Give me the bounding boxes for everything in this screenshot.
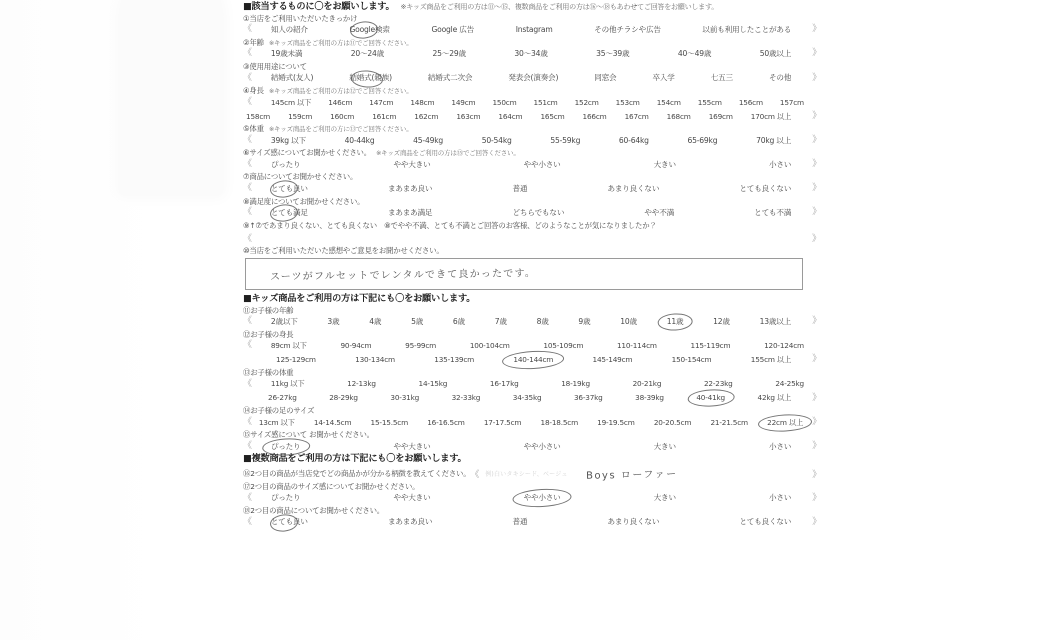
- bracket-left: 《: [243, 72, 252, 83]
- option-q4-16[interactable]: 161cm: [372, 111, 397, 121]
- option-q8-1[interactable]: まあまあ満足: [387, 208, 433, 218]
- bracket-right: 》: [811, 234, 821, 245]
- option-q4-17[interactable]: 162cm: [414, 111, 439, 121]
- question-1-label: ①当店をご利用いただいたきっかけ: [243, 13, 358, 23]
- question-10-handwritten-answer: スーツがフルセットでレンタルできて良かったです。: [269, 268, 537, 283]
- option-q4-8[interactable]: 153cm: [615, 97, 640, 107]
- option-q11-1[interactable]: 3歳: [327, 317, 340, 327]
- option-q7-0[interactable]: とても良い: [268, 184, 311, 194]
- bracket-right: 》: [812, 48, 821, 59]
- option-q5-4[interactable]: 55-59kg: [550, 135, 581, 145]
- option-q13-2[interactable]: 14-15kg: [418, 379, 448, 389]
- option-q4-0[interactable]: 145cm 以下: [270, 97, 312, 107]
- option-q5-5[interactable]: 60-64kg: [618, 135, 649, 145]
- option-q15-2[interactable]: やや小さい: [523, 441, 561, 451]
- option-q8-4[interactable]: とても不満: [754, 208, 792, 218]
- question-16-handwritten-answer: Boys ローファー: [585, 469, 678, 483]
- question-2-text: ②年齢: [243, 37, 264, 47]
- question-13-options-line2: [243, 392, 821, 405]
- question-3-options: [243, 72, 821, 85]
- option-q15-4[interactable]: 小さい: [768, 441, 792, 451]
- option-q13-11[interactable]: 32-33kg: [451, 393, 481, 403]
- question-13-label: ⑬お子様の体重: [243, 367, 294, 377]
- question-4-options-line1: [243, 96, 821, 109]
- option-q4-22[interactable]: 167cm: [624, 111, 649, 121]
- bracket-left: 《: [243, 516, 252, 527]
- option-q11-3[interactable]: 5歳: [411, 317, 424, 327]
- question-15-options: [243, 440, 821, 453]
- option-q5-7[interactable]: 70kg 以上: [756, 135, 792, 145]
- question-9-answer-row[interactable]: [243, 231, 821, 245]
- bracket-right: 》: [812, 354, 821, 365]
- option-q6-1[interactable]: やや大きい: [393, 159, 431, 169]
- question-2-label: [243, 39, 821, 47]
- option-q14-4[interactable]: 17-17.5cm: [483, 417, 522, 427]
- option-q13-4[interactable]: 18-19kg: [561, 379, 590, 389]
- bracket-right: 》: [812, 470, 821, 481]
- option-q1-0[interactable]: 知人の紹介: [270, 25, 308, 35]
- option-q1-1[interactable]: Google検索: [346, 25, 392, 35]
- question-2-options: [243, 48, 821, 61]
- option-q6-4[interactable]: 小さい: [768, 159, 792, 169]
- option-q4-20[interactable]: 165cm: [540, 111, 565, 121]
- question-16-row: [243, 467, 821, 481]
- bracket-left: 《: [243, 158, 252, 169]
- question-15-label: ⑮サイズ感について お聞かせください。: [243, 430, 374, 440]
- option-q11-2[interactable]: 4歳: [369, 317, 382, 327]
- option-q2-3[interactable]: 30～34歳: [514, 49, 548, 59]
- option-q12-4[interactable]: 105-109cm: [543, 341, 584, 351]
- option-q12-3[interactable]: 100-104cm: [469, 341, 510, 351]
- bracket-left: 《: [243, 234, 253, 245]
- option-q18-2[interactable]: 普通: [512, 517, 528, 527]
- option-q8-3[interactable]: やや不満: [644, 208, 674, 218]
- option-q6-2[interactable]: やや小さい: [523, 159, 561, 169]
- option-q2-0[interactable]: 19歳未満: [270, 49, 303, 59]
- option-q13-7[interactable]: 24-25kg: [775, 379, 804, 389]
- option-q14-5[interactable]: 18-18.5cm: [540, 417, 579, 427]
- option-q4-1[interactable]: 146cm: [328, 97, 353, 107]
- bracket-left: 《: [243, 378, 252, 389]
- bracket-right: 》: [812, 416, 821, 427]
- option-q2-4[interactable]: 35～39歳: [596, 49, 630, 59]
- option-q12-8[interactable]: 125-129cm: [276, 355, 316, 365]
- bracket-right: 》: [812, 492, 821, 503]
- option-q18-1[interactable]: まあまあ良い: [387, 517, 433, 527]
- question-12-label: ⑫お子様の身長: [243, 329, 294, 339]
- bracket-right: 》: [812, 24, 821, 35]
- option-q13-15[interactable]: 40-41kg: [693, 393, 728, 403]
- option-q4-12[interactable]: 157cm: [779, 97, 804, 107]
- option-q1-2[interactable]: Google 広告: [431, 25, 475, 35]
- question-11-options: [243, 316, 821, 329]
- question-6-text: ⑥サイズ感についてお聞かせください。: [243, 148, 371, 158]
- option-q13-6[interactable]: 22-23kg: [703, 379, 733, 389]
- option-q14-8[interactable]: 21-21.5cm: [710, 417, 748, 427]
- question-18-options: [243, 516, 821, 529]
- option-q2-6[interactable]: 50歳以上: [759, 49, 792, 59]
- option-q15-0[interactable]: ぴったり: [268, 442, 304, 452]
- question-7-options: [243, 183, 821, 196]
- option-q14-3[interactable]: 16-16.5cm: [427, 417, 465, 427]
- bracket-right: 》: [812, 72, 821, 83]
- option-q4-25[interactable]: 170cm 以上: [750, 111, 792, 121]
- question-4-label: [243, 87, 821, 95]
- option-q12-1[interactable]: 90-94cm: [340, 341, 372, 351]
- question-1-options: [243, 24, 821, 37]
- option-q14-0[interactable]: 13cm 以下: [258, 417, 295, 427]
- question-17-options: [243, 492, 821, 505]
- option-q4-23[interactable]: 168cm: [666, 111, 691, 121]
- option-q5-2[interactable]: 45-49kg: [413, 135, 444, 145]
- option-q6-0[interactable]: ぴったり: [270, 159, 301, 169]
- option-q13-1[interactable]: 12-13kg: [347, 379, 376, 389]
- option-q5-6[interactable]: 65-69kg: [687, 135, 718, 145]
- option-q4-14[interactable]: 159cm: [288, 111, 313, 121]
- option-q13-5[interactable]: 20-21kg: [632, 379, 662, 389]
- option-q14-2[interactable]: 15-15.5cm: [370, 417, 409, 427]
- bracket-left: 《: [243, 24, 252, 35]
- option-q3-7[interactable]: その他: [768, 73, 792, 83]
- bracket-right: 》: [812, 183, 821, 194]
- option-q12-2[interactable]: 95-99cm: [405, 341, 437, 351]
- question-5-note: ※キッズ商品をご利用の方に⑬でご回答ください。: [268, 125, 413, 134]
- option-q5-0[interactable]: 39kg 以下: [270, 135, 306, 145]
- option-q12-14[interactable]: 155cm 以上: [750, 355, 792, 365]
- option-q1-5[interactable]: 以前も利用したことがある: [702, 25, 792, 35]
- question-8-options: [243, 207, 821, 220]
- bracket-left: 《: [243, 316, 252, 327]
- option-q3-1[interactable]: 結婚式(親族): [346, 73, 395, 83]
- question-5-label: [243, 125, 821, 133]
- option-q14-1[interactable]: 14-14.5cm: [313, 417, 352, 427]
- bracket-left: 《: [243, 134, 252, 145]
- option-q8-2[interactable]: どちらでもない: [512, 208, 565, 218]
- option-q18-3[interactable]: あまり良くない: [607, 517, 660, 527]
- option-q4-21[interactable]: 166cm: [582, 111, 607, 121]
- question-5-options: [243, 134, 821, 147]
- option-q4-9[interactable]: 154cm: [656, 97, 681, 107]
- question-4-note: ※キッズ商品をご利用の方は⑫でご回答ください。: [268, 87, 413, 95]
- option-q7-1[interactable]: まあまあ良い: [387, 183, 433, 193]
- survey-content: [243, 2, 821, 530]
- bracket-right: 》: [812, 316, 821, 327]
- option-q4-4[interactable]: 149cm: [451, 97, 476, 107]
- bracket-right: 》: [812, 134, 821, 145]
- option-q11-10[interactable]: 12歳: [713, 317, 730, 327]
- question-4-options-line2: [243, 110, 821, 123]
- option-q12-11[interactable]: 140-144cm: [510, 355, 556, 365]
- option-q3-2[interactable]: 結婚式二次会: [427, 73, 473, 83]
- option-q4-13[interactable]: 158cm: [246, 111, 271, 121]
- option-q17-4[interactable]: 小さい: [768, 493, 792, 503]
- option-q2-5[interactable]: 40～49歳: [677, 49, 712, 59]
- option-q4-18[interactable]: 163cm: [456, 111, 481, 121]
- question-2-note: ※キッズ商品をご利用の方は⑪でご回答ください。: [268, 38, 413, 47]
- question-3-label: ③使用用途について: [243, 61, 307, 71]
- section1-heading: [243, 2, 821, 13]
- question-12-options-line1: [243, 340, 821, 353]
- bracket-right: 》: [812, 110, 821, 121]
- option-q1-3[interactable]: Instagram: [515, 25, 553, 35]
- option-q5-1[interactable]: 40-44kg: [344, 135, 375, 145]
- question-13-options-line1: [243, 378, 821, 391]
- option-q15-3[interactable]: 大きい: [653, 441, 676, 451]
- option-q18-4[interactable]: とても良くない: [739, 517, 792, 527]
- option-q14-9[interactable]: 22cm 以上: [764, 418, 806, 428]
- option-q4-11[interactable]: 156cm: [738, 97, 763, 107]
- question-10-answer-box[interactable]: [245, 258, 803, 290]
- bracket-left: 《: [243, 416, 252, 427]
- bracket-left: 《: [243, 207, 252, 218]
- question-11-label: ⑪お子様の年齢: [243, 305, 294, 315]
- option-q13-0[interactable]: 11kg 以下: [270, 379, 305, 389]
- option-q5-3[interactable]: 50-54kg: [481, 135, 512, 145]
- option-q12-5[interactable]: 110-114cm: [616, 341, 657, 351]
- bracket-left: 《: [243, 96, 252, 107]
- option-q2-1[interactable]: 20～24歳: [350, 49, 385, 59]
- bracket-left: 《: [243, 440, 252, 451]
- option-q13-13[interactable]: 36-37kg: [573, 393, 603, 403]
- bracket-right: 》: [812, 392, 821, 403]
- option-q2-2[interactable]: 25～29歳: [432, 49, 466, 59]
- option-q4-10[interactable]: 155cm: [697, 97, 722, 107]
- option-q4-15[interactable]: 160cm: [330, 111, 355, 121]
- option-q12-7[interactable]: 120-124cm: [764, 341, 804, 351]
- question-10-label: ⑩当店をご利用いただいた感想やご意見をお聞かせください。: [243, 245, 444, 255]
- option-q7-2[interactable]: 普通: [512, 183, 528, 193]
- bracket-left: 《: [243, 492, 252, 503]
- option-q13-10[interactable]: 30-31kg: [390, 393, 420, 403]
- option-q17-1[interactable]: やや大きい: [393, 493, 431, 503]
- option-q12-9[interactable]: 130-134cm: [355, 355, 395, 365]
- section1-heading-text: ■該当するものに〇をお願いします。: [243, 1, 395, 12]
- question-16-placeholder: 例)白いタキシード、ベージュ: [485, 471, 568, 479]
- question-4-text: ④身長: [243, 86, 264, 95]
- option-q13-3[interactable]: 16-17kg: [489, 379, 519, 389]
- question-9-label: ⑨↑⑦であまり良くない、とても良くない ⑧でやや不満、とても不満とご回答のお客様、どのようなことが気になりましたか？: [243, 220, 657, 230]
- question-14-options: [243, 416, 821, 429]
- option-q3-5[interactable]: 卒入学: [652, 73, 675, 83]
- question-8-label: ⑧満足度についてお聞かせください。: [243, 196, 365, 206]
- question-6-label: [243, 149, 821, 157]
- option-q13-16[interactable]: 42kg 以上: [757, 393, 792, 403]
- section2-heading: ■キッズ商品をご利用の方は下記にも〇をお願いします。: [243, 292, 476, 304]
- option-q3-0[interactable]: 結婚式(友人): [270, 73, 314, 83]
- option-q4-19[interactable]: 164cm: [498, 111, 523, 121]
- question-6-note: ※キッズ商品をご利用の方は⑮でご回答ください。: [375, 149, 520, 158]
- bracket-right: 》: [812, 207, 821, 218]
- option-q11-4[interactable]: 6歳: [452, 317, 465, 327]
- option-q11-9[interactable]: 11歳: [664, 317, 687, 327]
- option-q7-3[interactable]: あまり良くない: [607, 183, 660, 193]
- question-12-options-line2: [243, 354, 821, 367]
- option-q14-7[interactable]: 20-20.5cm: [653, 417, 692, 427]
- option-q6-3[interactable]: 大きい: [653, 159, 676, 169]
- option-q12-0[interactable]: 89cm 以下: [270, 341, 307, 351]
- question-5-text: ⑤体重: [243, 124, 264, 134]
- option-q12-13[interactable]: 150-154cm: [671, 355, 712, 365]
- option-q17-3[interactable]: 大きい: [653, 493, 676, 503]
- question-14-label: ⑭お子様の足のサイズ: [243, 405, 315, 415]
- option-q11-8[interactable]: 10歳: [620, 317, 637, 327]
- option-q12-10[interactable]: 135-139cm: [434, 355, 475, 365]
- option-q3-3[interactable]: 発表会(演奏会): [508, 73, 559, 83]
- bracket-left: 《: [243, 183, 252, 194]
- option-q13-9[interactable]: 28-29kg: [329, 393, 358, 403]
- question-16-label: ⑯2つ目の商品が当店兌でどの商品かが分かる柄徴を教えてください。: [243, 469, 471, 479]
- option-q17-2[interactable]: やや小さい: [521, 493, 564, 503]
- option-q17-0[interactable]: ぴったり: [270, 493, 301, 503]
- option-q4-24[interactable]: 169cm: [708, 111, 733, 121]
- question-17-label: ⑰2つ目の商品のサイズ感についてお聞かせください。: [243, 481, 420, 491]
- option-q11-6[interactable]: 8歳: [536, 317, 549, 327]
- option-q4-2[interactable]: 147cm: [369, 97, 394, 107]
- option-q7-4[interactable]: とても良くない: [739, 183, 792, 193]
- section1-heading-note: ※キッズ商品をご利用の方は⑪～⑮、複数商品をご利用の方は⑯～⑱もあわせてご回答をお願いします。: [400, 2, 718, 11]
- bracket-left: 《: [470, 470, 480, 481]
- option-q11-0[interactable]: 2歳以下: [270, 317, 298, 327]
- question-7-label: ⑦商品についてお聞かせください。: [243, 172, 358, 182]
- option-q13-14[interactable]: 38-39kg: [635, 393, 664, 403]
- question-18-label: ⑱2つ目の商品についてお聞かせください。: [243, 505, 384, 515]
- option-q4-5[interactable]: 150cm: [492, 97, 517, 107]
- option-q12-12[interactable]: 145-149cm: [592, 355, 633, 365]
- option-q4-7[interactable]: 152cm: [574, 97, 599, 107]
- option-q13-8[interactable]: 26-27kg: [268, 393, 297, 403]
- option-q11-11[interactable]: 13歳以上: [759, 317, 792, 327]
- option-q1-4[interactable]: その他チラシや広告: [594, 25, 661, 35]
- option-q3-4[interactable]: 同窓会: [594, 73, 617, 83]
- bracket-right: 》: [812, 158, 821, 169]
- option-q12-6[interactable]: 115-119cm: [690, 341, 731, 351]
- option-q13-12[interactable]: 34-35kg: [512, 393, 542, 403]
- option-q11-5[interactable]: 7歳: [494, 317, 507, 327]
- option-q4-6[interactable]: 151cm: [533, 97, 558, 107]
- option-q14-6[interactable]: 19-19.5cm: [597, 417, 635, 427]
- bracket-right: 》: [812, 516, 821, 527]
- option-q4-3[interactable]: 148cm: [410, 97, 435, 107]
- option-q18-0[interactable]: とても良い: [268, 517, 311, 527]
- question-6-options: [243, 158, 821, 171]
- option-q3-6[interactable]: 七五三: [710, 73, 733, 83]
- section3-heading: ■複数商品をご利用の方は下記にも〇をお願いします。: [243, 453, 467, 465]
- option-q8-0[interactable]: とても満足: [268, 208, 311, 218]
- option-q15-1[interactable]: やや大きい: [393, 441, 431, 451]
- bracket-left: 《: [243, 340, 252, 351]
- bracket-right: 》: [812, 440, 821, 451]
- bracket-left: 《: [243, 48, 252, 59]
- option-q11-7[interactable]: 9歳: [578, 317, 591, 327]
